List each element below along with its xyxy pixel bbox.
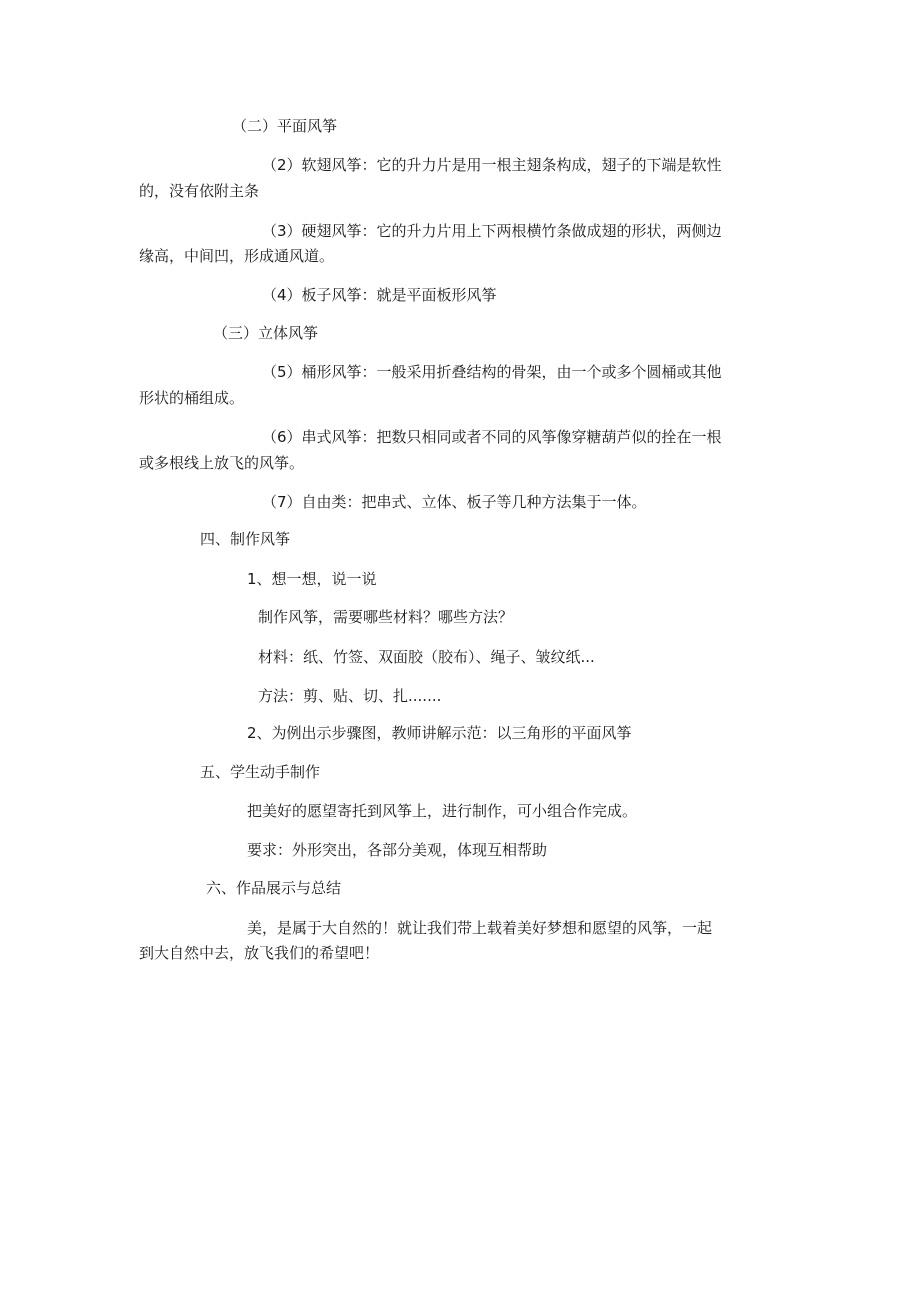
materials-list: 材料：纸、竹签、双面胶（胶布）、绳子、皱纹纸... — [258, 648, 595, 666]
item-free-style: （7）自由类：把串式、立体、板子等几种方法集于一体。 — [262, 493, 647, 511]
summary-line2: 到大自然中去，放飞我们的希望吧！ — [139, 944, 380, 962]
item-board-kite: （4）板子风筝：就是平面板形风筝 — [262, 286, 497, 304]
item-string-kite-line1: （6）串式风筝：把数只相同或者不同的风筝像穿糖葫芦似的拴在一根 — [262, 428, 722, 446]
item-barrel-kite-line1: （5）桶形风筝：一般采用折叠结构的骨架，由一个或多个圆桶或其他 — [262, 363, 722, 381]
section-heading-make-kites: 四、制作风筝 — [200, 530, 291, 548]
item-barrel-kite-line2: 形状的桶组成。 — [139, 389, 245, 407]
methods-list: 方法：剪、贴、切、扎....... — [258, 687, 442, 705]
section-heading-student-making: 五、学生动手制作 — [200, 763, 321, 781]
section-heading-flat-kites: （二）平面风筝 — [232, 117, 338, 135]
section-heading-showcase-summary: 六、作品展示与总结 — [206, 879, 342, 897]
student-making-text: 把美好的愿望寄托到风筝上，进行制作，可小组合作完成。 — [247, 802, 638, 820]
item-soft-wing-line1: （2）软翅风筝：它的升力片是用一根主翅条构成，翅子的下端是软性 — [262, 156, 722, 174]
item-hard-wing-line1: （3）硬翅风筝：它的升力片用上下两根横竹条做成翅的形状，两侧边 — [262, 222, 722, 240]
item-string-kite-line2: 或多根线上放飞的风筝。 — [139, 454, 305, 472]
item-hard-wing-line2: 缘高，中间凹，形成通风道。 — [139, 247, 335, 265]
subsection-demo-steps: 2、为例出示步骤图，教师讲解示范：以三角形的平面风筝 — [247, 724, 632, 742]
section-heading-3d-kites: （三）立体风筝 — [213, 324, 319, 342]
item-soft-wing-line2: 的，没有依附主条 — [139, 182, 260, 200]
summary-line1: 美，是属于大自然的！就让我们带上载着美好梦想和愿望的风筝，一起 — [247, 919, 713, 937]
subsection-think-discuss: 1、想一想，说一说 — [247, 570, 377, 588]
student-making-requirements: 要求：外形突出，各部分美观，体现互相帮助 — [247, 841, 548, 859]
question-materials-methods: 制作风筝，需要哪些材料？哪些方法？ — [258, 608, 514, 626]
